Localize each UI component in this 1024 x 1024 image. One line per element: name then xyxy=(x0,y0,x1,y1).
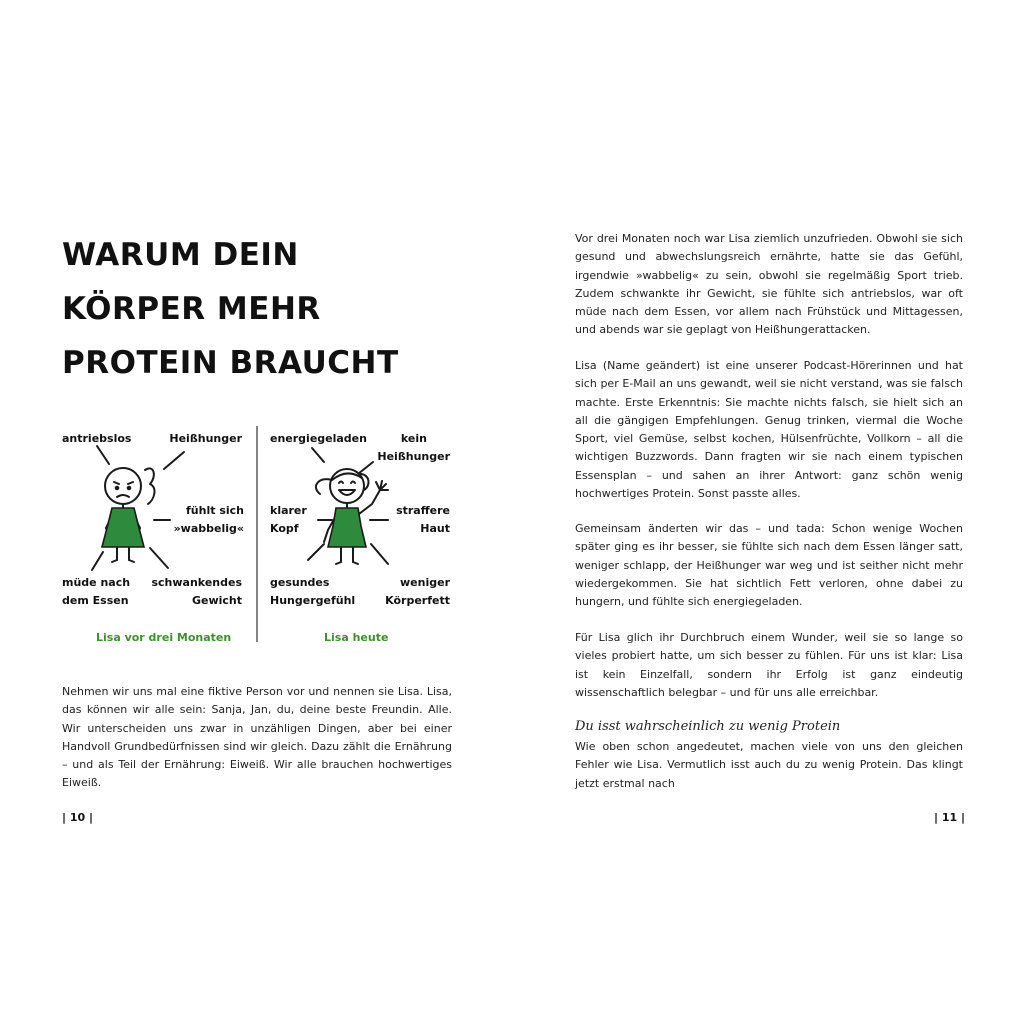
intro-paragraph: Nehmen wir uns mal eine fiktive Person vor und nennen sie Lisa. Lisa, das können wir alle sein: Sanja, Jan, du, deine beste Freundin. Alle. Wir unterscheiden uns zwar in unzähligen Dingen, aber bei einer Handvoll Grundbedürfnissen sind wir gleich. Dazu zählt die Ernährung – und als Teil der Ernährung: Eiweiß. Wir alle brauchen hochwertiges Eiweiß. xyxy=(62,685,452,790)
page-number-right: | 11 | xyxy=(934,811,966,824)
label-weniger: weniger xyxy=(400,576,450,589)
sad-lisa-dress xyxy=(102,508,144,547)
label-gesundes: gesundes xyxy=(270,576,330,589)
caption-before: Lisa vor drei Monaten xyxy=(96,631,232,644)
label-straffere: straffere xyxy=(396,504,450,517)
title-line-3: PROTEIN BRAUCHT xyxy=(62,345,399,381)
label-kopf: Kopf xyxy=(270,522,299,535)
paragraph-1: Vor drei Monaten noch war Lisa ziemlich unzufrieden. Obwohl sie sich gesund und abwechslungsreich ernährte, hatte sie das Gefühl, irgendwie »wabbelig« zu sein, obwohl sie regelmäßig Sport trieb. Zudem schwankte ihr Gewicht, sie fühlte sich antriebslos, war oft müde nach dem Essen, vor allem nach Frühstück und Mittagessen, und abends war sie geplagt von Heißhungerattacken. xyxy=(575,232,963,337)
label-schwankendes: schwankendes xyxy=(151,576,242,589)
label-hungergefuehl: Hungergefühl xyxy=(270,594,356,607)
label-heisshunger: Heißhunger xyxy=(169,432,242,445)
title-line-1: WARUM DEIN xyxy=(62,237,299,273)
sad-lisa-figure xyxy=(92,446,184,570)
page-number-left: | 10 | xyxy=(62,811,94,824)
paragraph-3: Gemeinsam änderten wir das – und tada: Schon wenige Wochen später ging es ihr besser, sie fühlte sich nach dem Essen länger satt, weniger schlapp, der Heißhunger war weg und ist seither nicht mehr wiedergekommen. Sie hat sichtlich Fett verloren, ohne dabei zu hungern, und fühlte sich energiegeladen. xyxy=(575,522,963,609)
title-line-2: KÖRPER MEHR xyxy=(62,291,321,327)
paragraph-2: Lisa (Name geändert) ist eine unserer Podcast-Hörerinnen und hat sich per E-Mail an uns gewandt, weil sie nicht verstand, was sie falsch machte. Erste Erkenntnis: Sie machte nichts falsch, sie hielt sich an all die gängigen Empfehlungen. Genug trinken, viermal die Woche Sport, viel Gemüse, selbst kochen, Hülsenfrüchte, Vollkorn – all die wichtigen Buzzwords. Dann fragten wir sie nach einem typischen Essensplan – und sahen an ihrer Antwort: ganz schön wenig hochwertiges Protein. Sonst passte alles. xyxy=(575,359,963,501)
label-wabbelig: »wabbelig« xyxy=(173,522,244,535)
chapter-title xyxy=(62,228,399,390)
label-energiegeladen: energiegeladen xyxy=(270,432,367,445)
label-kein: kein xyxy=(400,432,427,445)
paragraph-4: Für Lisa glich ihr Durchbruch einem Wunder, weil sie so lange so vieles probiert hatte, um sich besser zu fühlen. Für uns ist klar: Lisa ist kein Einzelfall, sondern ihr Erfolg ist ganz eindeutig wissenschaftlich belegbar – und für uns alle erreichbar. xyxy=(575,631,963,699)
label-fuehlt-sich: fühlt sich xyxy=(186,504,244,517)
label-koerperfett: Körperfett xyxy=(385,594,450,607)
label-dem-essen: dem Essen xyxy=(62,594,129,607)
label-haut: Haut xyxy=(420,522,450,535)
section-subheading: Du isst wahrscheinlich zu wenig Protein xyxy=(575,719,841,734)
label-klarer: klarer xyxy=(270,504,307,517)
caption-after: Lisa heute xyxy=(324,631,389,644)
label-kein-heisshunger: Heißhunger xyxy=(377,450,450,463)
paragraph-5: Wie oben schon angedeutet, machen viele von uns den gleichen Fehler wie Lisa. Vermutlich isst auch du zu wenig Protein. Das klingt jetzt erstmal nach xyxy=(575,740,963,790)
right-page xyxy=(512,0,1024,1024)
label-gewicht: Gewicht xyxy=(191,594,242,607)
label-antriebslos: antriebslos xyxy=(62,432,132,445)
lisa-illustration xyxy=(62,424,452,654)
label-muede-nach: müde nach xyxy=(62,576,131,589)
